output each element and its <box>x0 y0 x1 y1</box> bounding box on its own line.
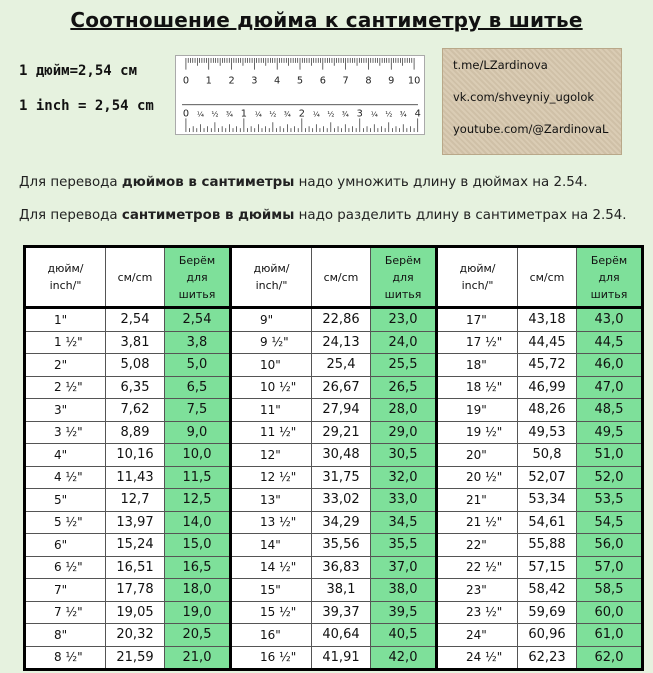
cell-inch: 3 ½" <box>25 421 106 444</box>
cell-take: 29,0 <box>371 421 437 444</box>
cell-take: 11,5 <box>165 466 231 489</box>
cell-inch: 19 ½" <box>437 421 518 444</box>
header-take-line: Берём <box>178 253 216 267</box>
header-take <box>577 247 643 308</box>
cell-inch: 23" <box>437 579 518 602</box>
cell-cm: 34,29 <box>312 511 371 534</box>
cell-inch: 21" <box>437 489 518 512</box>
cell-inch: 4" <box>25 444 106 467</box>
table-row <box>25 308 643 332</box>
cell-cm: 46,99 <box>518 376 577 399</box>
cell-cm: 33,02 <box>312 489 371 512</box>
page-title: Соотношение дюйма к сантиметру в шитье <box>70 8 583 32</box>
ruler-cm-label: 2 <box>228 75 235 87</box>
header-take-line: шитья <box>590 287 628 301</box>
cell-take: 51,0 <box>577 444 643 467</box>
cell-inch: 23 ½" <box>437 601 518 624</box>
header-take-line: Берём <box>384 253 422 267</box>
cell-cm: 29,21 <box>312 421 371 444</box>
ruler-cm-label: 3 <box>251 75 258 87</box>
cell-cm: 25,4 <box>312 354 371 377</box>
cell-cm: 48,26 <box>518 399 577 422</box>
cell-take: 46,0 <box>577 354 643 377</box>
cell-inch: 22" <box>437 534 518 557</box>
cell-cm: 15,24 <box>106 534 165 557</box>
cell-cm: 30,48 <box>312 444 371 467</box>
header-inch <box>437 247 518 308</box>
header-take <box>371 247 437 308</box>
cell-inch: 5 ½" <box>25 511 106 534</box>
cell-inch: 13" <box>231 489 312 512</box>
cell-cm: 38,1 <box>312 579 371 602</box>
header-take-line: для <box>186 270 208 284</box>
cell-take: 10,0 <box>165 444 231 467</box>
cell-take: 9,0 <box>165 421 231 444</box>
cell-cm: 2,54 <box>106 308 165 332</box>
cell-inch: 1" <box>25 308 106 332</box>
cell-cm: 20,32 <box>106 624 165 647</box>
table-row <box>25 534 643 557</box>
ruler-cm-label: 7 <box>342 75 349 87</box>
table-row <box>25 376 643 399</box>
cell-inch: 9 ½" <box>231 331 312 354</box>
cell-inch: 8 ½" <box>25 646 106 670</box>
table-row <box>25 601 643 624</box>
header-inch <box>25 247 106 308</box>
conversion-table <box>23 245 644 671</box>
cell-cm: 41,91 <box>312 646 371 670</box>
cell-cm: 40,64 <box>312 624 371 647</box>
cell-take: 21,0 <box>165 646 231 670</box>
cell-inch: 7" <box>25 579 106 602</box>
table-row <box>25 579 643 602</box>
cell-inch: 19" <box>437 399 518 422</box>
cell-inch: 8" <box>25 624 106 647</box>
cell-take: 60,0 <box>577 601 643 624</box>
cell-take: 25,5 <box>371 354 437 377</box>
cell-cm: 10,16 <box>106 444 165 467</box>
header-cm: см/cm <box>518 247 577 308</box>
cell-cm: 62,23 <box>518 646 577 670</box>
ruler-inch-label: ½ <box>211 109 219 119</box>
ruler-inch-label: 4 <box>414 108 421 120</box>
cell-take: 56,0 <box>577 534 643 557</box>
cell-take: 32,0 <box>371 466 437 489</box>
cell-inch: 20 ½" <box>437 466 518 489</box>
header-take <box>165 247 231 308</box>
ruler-inch-label: 2 <box>298 108 305 120</box>
ruler-inch-label: ¾ <box>341 109 349 119</box>
cell-inch: 12 ½" <box>231 466 312 489</box>
table-row <box>25 646 643 670</box>
cell-inch: 7 ½" <box>25 601 106 624</box>
header-cm: см/cm <box>312 247 371 308</box>
cell-take: 30,5 <box>371 444 437 467</box>
ruler-inch-label: ¾ <box>399 109 407 119</box>
cell-take: 18,0 <box>165 579 231 602</box>
cell-inch: 2 ½" <box>25 376 106 399</box>
cell-inch: 12" <box>231 444 312 467</box>
ruler-cm-label: 4 <box>274 75 281 87</box>
cell-inch: 22 ½" <box>437 556 518 579</box>
instruction-in-to-cm: Для перевода дюймов в сантиметры надо умножить длину в дюймах на 2.54. <box>19 175 588 190</box>
cell-inch: 6 ½" <box>25 556 106 579</box>
ruler-cm-label: 8 <box>365 75 372 87</box>
cell-cm: 6,35 <box>106 376 165 399</box>
ruler-cm-label: 1 <box>205 75 212 87</box>
cell-inch: 16" <box>231 624 312 647</box>
cell-inch: 10 ½" <box>231 376 312 399</box>
telegram-link[interactable]: t.me/LZardinova <box>453 58 548 72</box>
cell-take: 61,0 <box>577 624 643 647</box>
cell-cm: 8,89 <box>106 421 165 444</box>
cell-inch: 2" <box>25 354 106 377</box>
cell-inch: 17" <box>437 308 518 332</box>
cell-inch: 20" <box>437 444 518 467</box>
cell-inch: 5" <box>25 489 106 512</box>
ruler-inch-label: ½ <box>385 109 393 119</box>
formula-en: 1 inch = 2,54 cm <box>19 98 154 114</box>
cell-take: 48,5 <box>577 399 643 422</box>
ruler-image <box>175 55 425 135</box>
cell-inch: 15 ½" <box>231 601 312 624</box>
cell-cm: 54,61 <box>518 511 577 534</box>
cell-take: 24,0 <box>371 331 437 354</box>
cell-cm: 13,97 <box>106 511 165 534</box>
cell-take: 20,5 <box>165 624 231 647</box>
header-inch-line: inch/" <box>49 279 82 292</box>
cell-cm: 35,56 <box>312 534 371 557</box>
cell-cm: 50,8 <box>518 444 577 467</box>
cell-take: 6,5 <box>165 376 231 399</box>
header-inch-line: дюйм/ <box>253 262 290 275</box>
cell-cm: 57,15 <box>518 556 577 579</box>
cell-take: 7,5 <box>165 399 231 422</box>
cell-take: 53,5 <box>577 489 643 512</box>
header-inch-line: дюйм/ <box>47 262 84 275</box>
cell-cm: 17,78 <box>106 579 165 602</box>
cell-cm: 59,69 <box>518 601 577 624</box>
cell-cm: 7,62 <box>106 399 165 422</box>
cell-take: 33,0 <box>371 489 437 512</box>
ruler-inch-label: ½ <box>327 109 335 119</box>
cell-take: 57,0 <box>577 556 643 579</box>
cell-inch: 21 ½" <box>437 511 518 534</box>
cell-cm: 26,67 <box>312 376 371 399</box>
cell-cm: 16,51 <box>106 556 165 579</box>
cell-take: 43,0 <box>577 308 643 332</box>
cell-cm: 39,37 <box>312 601 371 624</box>
ruler-cm-label: 9 <box>388 75 395 87</box>
ruler-inch-label: ¼ <box>370 109 378 119</box>
social-links-box <box>442 48 622 155</box>
cell-cm: 24,13 <box>312 331 371 354</box>
youtube-link[interactable]: youtube.com/@ZardinovaL <box>453 122 609 136</box>
cell-take: 49,5 <box>577 421 643 444</box>
table-row <box>25 489 643 512</box>
cell-take: 26,5 <box>371 376 437 399</box>
cell-cm: 22,86 <box>312 308 371 332</box>
ruler-inch-label: 0 <box>182 108 190 120</box>
formula-ru: 1 дюйм=2,54 см <box>19 63 138 79</box>
cell-inch: 15" <box>231 579 312 602</box>
cell-cm: 11,43 <box>106 466 165 489</box>
vk-link[interactable]: vk.com/shveyniy_ugolok <box>453 90 595 104</box>
cell-take: 3,8 <box>165 331 231 354</box>
header-inch-line: дюйм/ <box>459 262 496 275</box>
cell-take: 39,5 <box>371 601 437 624</box>
table-row <box>25 331 643 354</box>
cell-inch: 4 ½" <box>25 466 106 489</box>
cell-take: 54,5 <box>577 511 643 534</box>
cell-inch: 3" <box>25 399 106 422</box>
table-row <box>25 399 643 422</box>
cell-take: 62,0 <box>577 646 643 670</box>
header-cm: см/cm <box>106 247 165 308</box>
header-take-line: шитья <box>178 287 216 301</box>
table-row <box>25 421 643 444</box>
cell-inch: 9" <box>231 308 312 332</box>
table-row <box>25 556 643 579</box>
cell-cm: 31,75 <box>312 466 371 489</box>
cell-cm: 3,81 <box>106 331 165 354</box>
cell-cm: 45,72 <box>518 354 577 377</box>
cell-inch: 16 ½" <box>231 646 312 670</box>
cell-cm: 53,34 <box>518 489 577 512</box>
ruler-inch-label: ¼ <box>196 109 204 119</box>
header-inch-line: inch/" <box>255 279 288 292</box>
cell-take: 35,5 <box>371 534 437 557</box>
cell-take: 38,0 <box>371 579 437 602</box>
ruler-inch-label: ¼ <box>254 109 262 119</box>
cell-take: 47,0 <box>577 376 643 399</box>
cell-inch: 24" <box>437 624 518 647</box>
instruction-cm-to-in: Для перевода сантиметров в дюймы надо разделить длину в сантиметрах на 2.54. <box>19 208 627 223</box>
table-row <box>25 444 643 467</box>
header-take-line: для <box>392 270 414 284</box>
cell-cm: 19,05 <box>106 601 165 624</box>
cell-cm: 52,07 <box>518 466 577 489</box>
cell-take: 28,0 <box>371 399 437 422</box>
cell-take: 58,5 <box>577 579 643 602</box>
cell-inch: 24 ½" <box>437 646 518 670</box>
cell-take: 15,0 <box>165 534 231 557</box>
cell-inch: 13 ½" <box>231 511 312 534</box>
header-inch-line: inch/" <box>461 279 494 292</box>
cell-cm: 60,96 <box>518 624 577 647</box>
cell-take: 37,0 <box>371 556 437 579</box>
table-row <box>25 511 643 534</box>
cell-inch: 10" <box>231 354 312 377</box>
ruler-inch-label: ¾ <box>283 109 291 119</box>
header-take-line: шитья <box>384 287 422 301</box>
cell-take: 2,54 <box>165 308 231 332</box>
cell-take: 52,0 <box>577 466 643 489</box>
cell-inch: 11" <box>231 399 312 422</box>
cell-cm: 44,45 <box>518 331 577 354</box>
cell-take: 16,5 <box>165 556 231 579</box>
cell-cm: 27,94 <box>312 399 371 422</box>
cell-cm: 12,7 <box>106 489 165 512</box>
ruler-cm-label: 10 <box>407 75 421 87</box>
cell-take: 42,0 <box>371 646 437 670</box>
ruler-inch-label: ½ <box>269 109 277 119</box>
header-take-line: для <box>598 270 620 284</box>
cell-cm: 58,42 <box>518 579 577 602</box>
ruler-inch-label: ¼ <box>312 109 320 119</box>
ruler-inch-label: 1 <box>240 108 247 120</box>
cell-inch: 11 ½" <box>231 421 312 444</box>
cell-inch: 18 ½" <box>437 376 518 399</box>
cell-inch: 17 ½" <box>437 331 518 354</box>
cell-inch: 1 ½" <box>25 331 106 354</box>
ruler-cm-label: 5 <box>296 75 304 87</box>
cell-cm: 43,18 <box>518 308 577 332</box>
ruler-cm-label: 0 <box>182 75 190 87</box>
ruler-inch-label: ¾ <box>225 109 233 119</box>
cell-cm: 49,53 <box>518 421 577 444</box>
cell-cm: 36,83 <box>312 556 371 579</box>
cell-take: 44,5 <box>577 331 643 354</box>
cell-inch: 18" <box>437 354 518 377</box>
cell-inch: 14" <box>231 534 312 557</box>
cell-take: 40,5 <box>371 624 437 647</box>
header-inch <box>231 247 312 308</box>
table-row <box>25 624 643 647</box>
cell-take: 23,0 <box>371 308 437 332</box>
cell-cm: 5,08 <box>106 354 165 377</box>
table-row <box>25 466 643 489</box>
cell-take: 19,0 <box>165 601 231 624</box>
cell-take: 5,0 <box>165 354 231 377</box>
cell-inch: 6" <box>25 534 106 557</box>
cell-inch: 14 ½" <box>231 556 312 579</box>
cell-cm: 21,59 <box>106 646 165 670</box>
cell-cm: 55,88 <box>518 534 577 557</box>
cell-take: 34,5 <box>371 511 437 534</box>
header-take-line: Берём <box>590 253 628 267</box>
table-row <box>25 354 643 377</box>
cell-take: 14,0 <box>165 511 231 534</box>
ruler-inch-label: 3 <box>356 108 363 120</box>
table-header-row <box>25 247 643 308</box>
ruler-cm-label: 6 <box>319 75 326 87</box>
cell-take: 12,5 <box>165 489 231 512</box>
